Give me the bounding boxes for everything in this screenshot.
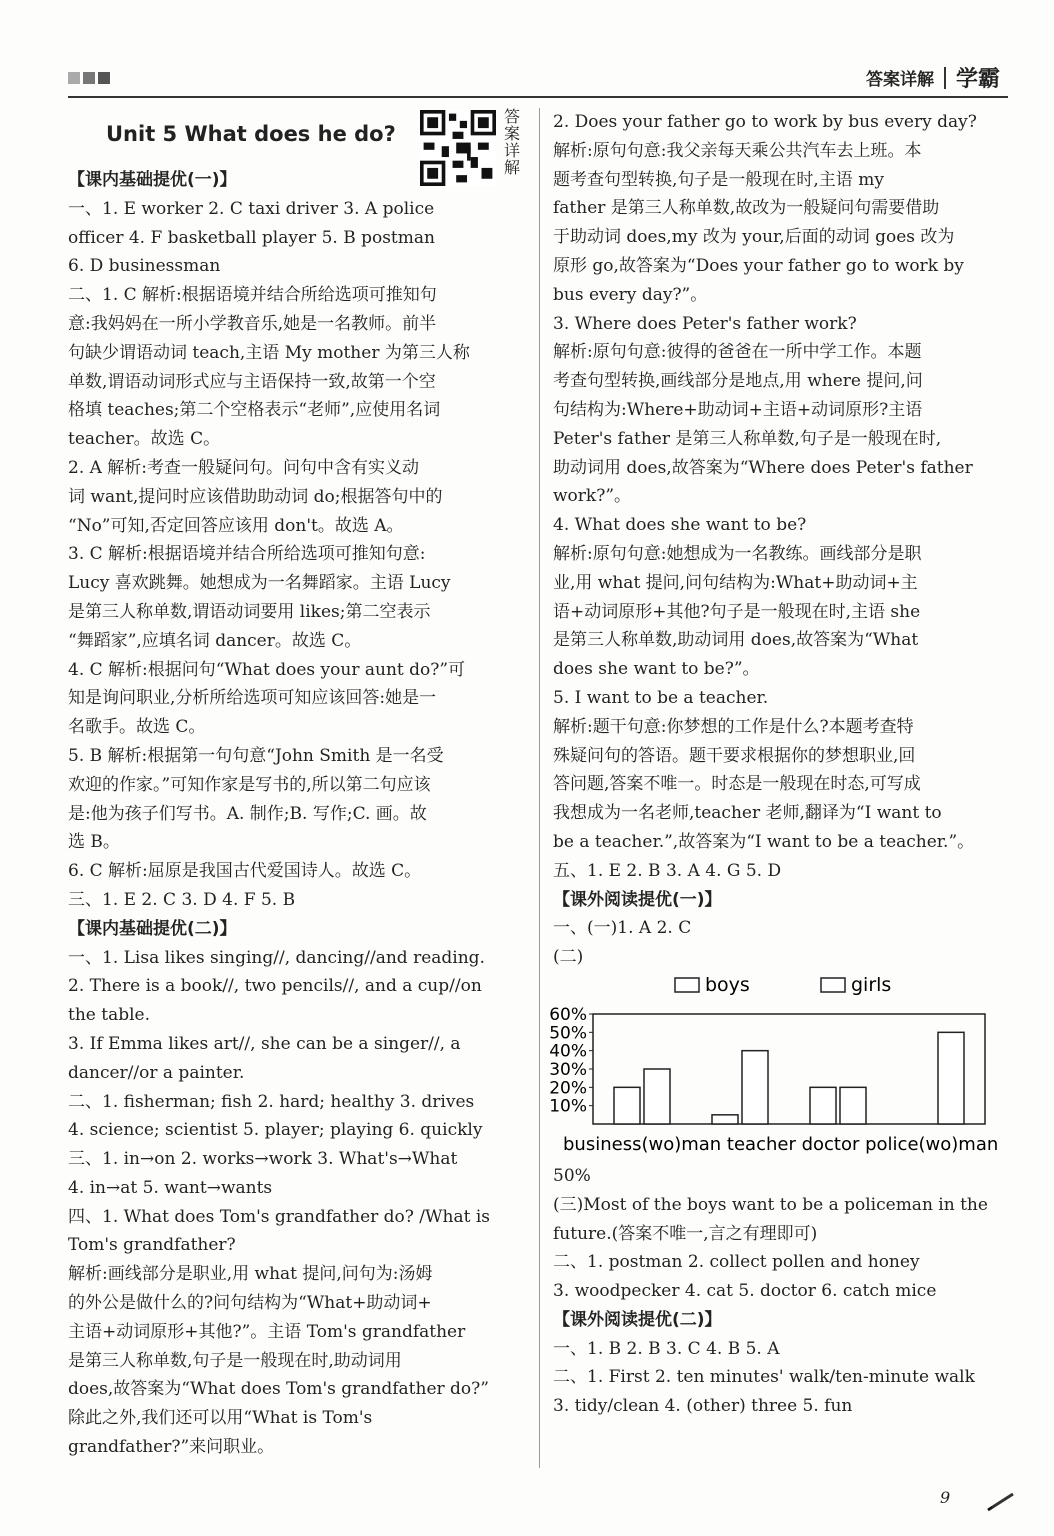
text-line: 单数,谓语动词形式应与主语保持一致,故第一个空 [68,371,436,392]
text-line: 3. C 解析:根据语境并结合所给选项可推知句意: [68,544,426,565]
text-line: 3. tidy/clean 4. (other) three 5. fun [553,1396,853,1417]
text-line: 语+动词原形+其他?句子是一般现在时,主语 she [553,601,921,622]
text-line: does,故答案为“What does Tom's grandfather do?” [68,1379,489,1400]
text-line: 五、1. E 2. B 3. A 4. G 5. D [553,860,782,881]
text-line: 三、1. E 2. C 3. D 4. F 5. B [68,889,296,910]
text-line: 殊疑问句的答语。题干要求根据你的梦想职业,回 [553,745,916,766]
text-line: 句缺少谓语动词 teach,主语 My mother 为第三人称 [68,342,470,363]
text-line: 二、1. fisherman; fish 2. hard; healthy 3. drives [68,1091,475,1112]
y-tick-label: 60% [549,1004,587,1025]
text-line: 一、1. B 2. B 3. C 4. B 5. A [553,1338,780,1359]
text-line: 5. I want to be a teacher. [553,687,769,708]
text-line: 4. C 解析:根据问句“What does your aunt do?”可 [68,659,466,680]
text-line: 3. If Emma likes art//, she can be a singer//, a [68,1033,461,1054]
text-line: grandfather?”来问职业。 [68,1437,275,1458]
legend-swatch-girls [821,978,845,992]
text-line: 5. B 解析:根据第一句句意“John Smith 是一名受 [68,745,444,766]
text-line: father 是第三人称单数,故改为一般疑问句需要借助 [553,198,940,219]
text-line: officer 4. F basketball player 5. B postman [68,227,435,248]
text-line: 解析:原句句意:我父亲每天乘公共汽车去上班。本 [553,140,922,161]
pen-icon [985,1490,1019,1512]
text-line: 2. Does your father go to work by bus every day? [553,112,977,132]
text-line: 二、1. postman 2. collect pollen and honey [553,1252,920,1273]
text-line: 我想成为一名老师,teacher 老师,翻译为“I want to [553,803,942,824]
x-axis-categories-label: business(wo)man teacher doctor police(wo)man [563,1133,999,1155]
text-line: 三、1. in→on 2. works→work 3. What's→What [68,1149,458,1170]
text-line: 句结构为:Where+助动词+主语+动词原形?主语 [553,399,923,420]
bar-girls-0 [644,1069,670,1124]
text-line: 业,用 what 提问,问句结构为:What+助动词+主 [553,572,918,593]
text-line: 于助动词 does,my 改为 your,后面的动词 goes 改为 [553,227,955,248]
section-heading: 【课内基础提优(二)】 [68,918,237,939]
y-tick-label: 40% [549,1041,587,1062]
section-heading: 【课外阅读提优(一)】 [553,889,722,910]
right-column [549,108,1009,1421]
section-heading: 【课外阅读提优(二)】 [553,1309,722,1330]
text-line: “No”可知,否定回答应该用 don't。故选 A。 [68,515,404,536]
text-line: 6. C 解析:屈原是我国古代爱国诗人。故选 C。 [68,861,422,882]
text-line: 3. woodpecker 4. cat 5. doctor 6. catch mice [553,1281,937,1302]
bar-boys-2 [810,1087,836,1124]
column-divider [539,108,540,1468]
text-line: 解析:原句句意:彼得的爸爸在一所中学工作。本题 [553,342,922,363]
text-line: 欢迎的作家。”可知作家是写书的,所以第二句应该 [68,774,431,795]
text-line: 4. science; scientist 5. player; playing 6. quickly [68,1120,483,1141]
left-column [68,108,524,1462]
text-line: 考查句型转换,画线部分是地点,用 where 提问,问 [553,371,923,392]
text-line: 是:他为孩子们写书。A. 制作;B. 写作;C. 画。故 [68,803,427,824]
qr-label: 答案详解 [504,107,521,177]
text-line: 解析:画线部分是职业,用 what 提问,问句为:汤姆 [68,1264,433,1285]
text-line: 四、1. What does Tom's grandfather do? /What is [68,1206,490,1227]
text-line: 4. in→at 5. want→wants [68,1177,273,1198]
text-line: (二) [553,947,584,968]
text-line: 是第三人称单数,谓语动词要用 likes;第二空表示 [68,601,431,622]
text-line: 题考查句型转换,句子是一般现在时,主语 my [553,169,884,190]
text-line: 意:我妈妈在一所小学教音乐,她是一名教师。前半 [68,313,437,334]
text-line: 解析:原句句意:她想成为一名教练。画线部分是职 [553,543,922,564]
text-line: 答问题,答案不唯一。时态是一般现在时态,可写成 [553,774,921,795]
text-line: 2. A 解析:考查一般疑问句。问句中含有实义动 [68,457,420,478]
header-brand: 学霸 [955,67,1000,92]
bar-boys-1 [712,1115,738,1124]
page-header [68,60,1008,98]
header-divider [944,67,946,89]
qr-code-icon[interactable] [420,110,496,186]
text-line: 4. What does she want to be? [553,515,807,536]
text-line: 格填 teaches;第二个空格表示“老师”,应使用名词 [68,400,441,421]
text-line: 的外公是做什么的?问句结构为“What+助动词+ [68,1293,432,1314]
y-tick-label: 20% [549,1078,587,1099]
header-marks [68,72,110,84]
text-line: does she want to be?”。 [553,659,760,680]
header-label: 答案详解 [865,70,934,90]
text-line: 解析:题干句意:你梦想的工作是什么?本题考查特 [553,716,914,737]
text-line: 助动词用 does,故答案为“Where does Peter's father [553,457,973,478]
legend-label-boys: boys [705,973,750,996]
text-line: 知是询问职业,分析所给选项可知应该回答:她是一 [68,688,437,709]
right-text-block-a [553,108,1009,972]
text-line: 原形 go,故答案为“Does your father go to work by [553,255,964,276]
page-number: 9 [940,1488,951,1507]
text-line: 主语+动词原形+其他?”。主语 Tom's grandfather [68,1321,466,1342]
text-line: 除此之外,我们还可以用“What is Tom's [68,1408,373,1429]
text-line: teacher。故选 C。 [68,429,221,450]
bar-girls-2 [840,1087,866,1124]
bar-boys-0 [614,1087,640,1124]
right-text-block-b [553,1162,1009,1421]
text-line: 是第三人称单数,句子是一般现在时,助动词用 [68,1350,402,1371]
legend-label-girls: girls [851,973,892,996]
y-tick-label: 10% [549,1096,587,1117]
text-line: “舞蹈家”,应填名词 dancer。故选 C。 [68,630,362,651]
unit-title: Unit 5 What does he do? [106,122,396,146]
text-line: be a teacher.”,故答案为“I want to be a teacher.”。 [553,831,975,852]
text-line: work?”。 [553,486,632,507]
text-line: the table. [68,1005,150,1026]
text-line: 2. There is a book//, two pencils//, and a cup//on [68,976,482,997]
text-line: 是第三人称单数,助动词用 does,故答案为“What [553,630,919,651]
legend-swatch-boys [675,978,699,992]
text-line: 词 want,提问时应该借助助动词 do;根据答句中的 [68,486,443,507]
text-line: Peter's father 是第三人称单数,句子是一般现在时, [553,428,942,449]
text-line: 选 B。 [68,832,120,853]
bar-girls-1 [742,1051,768,1124]
text-line: (三)Most of the boys want to be a policeman in the [553,1194,988,1215]
bar-girls-3 [938,1032,964,1124]
y-tick-label: 30% [549,1059,587,1080]
text-line: 50% [553,1165,591,1186]
text-line: 名歌手。故选 C。 [68,717,206,738]
y-tick-label: 50% [549,1023,587,1044]
text-line: 一、1. Lisa likes singing//, dancing//and reading. [68,947,485,968]
left-text-block [68,166,524,1462]
text-line: Lucy 喜欢跳舞。她想成为一名舞蹈家。主语 Lucy [68,573,451,594]
text-line: 一、(一)1. A 2. C [553,918,692,939]
text-line: 6. D businessman [68,256,221,277]
text-line: 一、1. E worker 2. C taxi driver 3. A police [68,198,435,219]
text-line: Tom's grandfather? [68,1235,236,1256]
text-line: 二、1. C 解析:根据语境并结合所给选项可推知句 [68,285,437,306]
text-line: 二、1. First 2. ten minutes' walk/ten-minute walk [553,1367,975,1388]
text-line: dancer//or a painter. [68,1062,245,1083]
bar-chart [549,972,1009,1162]
bar-chart-svg [549,972,1009,1162]
section-heading: 【课内基础提优(一)】 [68,170,237,190]
text-line: bus every day?”。 [553,284,708,305]
text-line: future.(答案不唯一,言之有理即可) [553,1223,818,1244]
text-line: 3. Where does Peter's father work? [553,313,857,334]
